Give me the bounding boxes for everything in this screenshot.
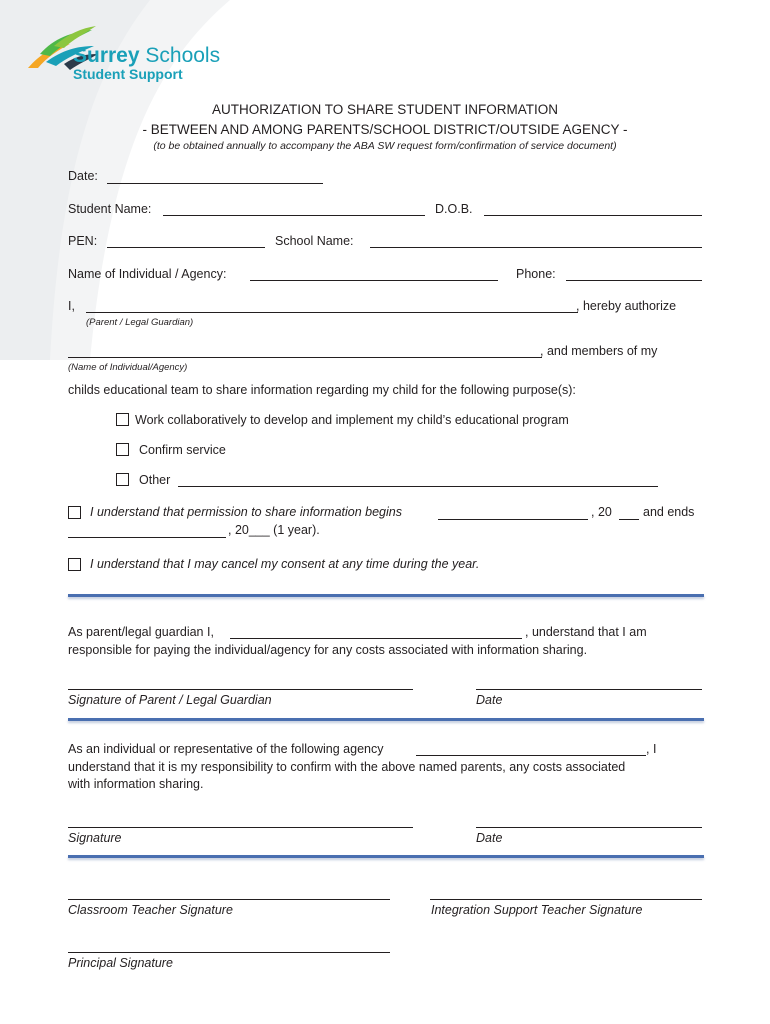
agency-label: Name of Individual / Agency: (68, 267, 227, 281)
begin-year-field[interactable] (619, 519, 639, 520)
classroom-teacher-signature-field[interactable] (68, 899, 390, 900)
guardian-name-field[interactable] (86, 312, 578, 313)
purpose-other-label: Other (139, 473, 171, 487)
agency-field[interactable] (250, 280, 498, 281)
integration-teacher-signature-field[interactable] (430, 899, 702, 900)
date-field[interactable] (107, 183, 323, 184)
principal-signature-field[interactable] (68, 952, 390, 953)
section-divider (68, 718, 704, 721)
logo-wordmark: Surrey Schools (73, 44, 221, 67)
hereby-authorize-text: , hereby authorize (576, 299, 677, 313)
agency-statement-d: with information sharing. (68, 777, 204, 791)
section-divider (68, 594, 704, 597)
guardian-date-field[interactable] (476, 689, 702, 690)
individual-name-field[interactable] (68, 357, 542, 358)
agency-statement-name-field[interactable] (416, 755, 646, 756)
permission-begins-text: I understand that permission to share information begins (90, 505, 402, 519)
purpose-other-checkbox[interactable] (116, 473, 129, 486)
agency-statement-b: , I (646, 742, 657, 756)
guardian-caption: (Parent / Legal Guardian) (86, 317, 194, 328)
permission-period-checkbox[interactable] (68, 506, 81, 519)
form-subtitle: - BETWEEN AND AMONG PARENTS/SCHOOL DISTRICT/OUTSIDE AGENCY - (142, 122, 628, 137)
agency-date-label: Date (476, 831, 503, 845)
pen-field[interactable] (107, 247, 265, 248)
agency-date-field[interactable] (476, 827, 702, 828)
purpose-educational-checkbox[interactable] (116, 413, 129, 426)
phone-label: Phone: (516, 267, 556, 281)
purpose-educational-label: Work collaboratively to develop and implement my child’s educational program (135, 413, 569, 427)
phone-field[interactable] (566, 280, 702, 281)
agency-statement-c: understand that it is my responsibility to confirm with the above named parents, any costs associated (68, 760, 626, 774)
guardian-statement-a: As parent/legal guardian I, (68, 625, 214, 639)
guardian-statement-c: responsible for paying the individual/agency for any costs associated with information sharing. (68, 643, 588, 657)
dob-field[interactable] (484, 215, 702, 216)
principal-signature-label: Principal Signature (68, 956, 173, 970)
section-divider (68, 855, 704, 858)
agency-statement-a: As an individual or representative of the following agency (68, 742, 384, 756)
purpose-confirm-service-label: Confirm service (139, 443, 226, 457)
begin-year-prefix: , 20 (591, 505, 612, 519)
guardian-signature-field[interactable] (68, 689, 413, 690)
date-label: Date: (68, 169, 98, 183)
purpose-other-field[interactable] (178, 486, 658, 487)
guardian-date-label: Date (476, 693, 503, 707)
integration-teacher-signature-label: Integration Support Teacher Signature (431, 903, 643, 917)
purpose-confirm-service-checkbox[interactable] (116, 443, 129, 456)
one-year-text: , 20___ (1 year). (228, 523, 320, 537)
student-name-label: Student Name: (68, 202, 152, 216)
begin-date-field[interactable] (438, 519, 588, 520)
classroom-teacher-signature-label: Classroom Teacher Signature (68, 903, 233, 917)
and-ends-text: and ends (643, 505, 695, 519)
student-name-field[interactable] (163, 215, 425, 216)
cancel-consent-text: I understand that I may cancel my consent at any time during the year. (90, 557, 480, 571)
logo-subtitle: Student Support (73, 66, 183, 82)
school-name-field[interactable] (370, 247, 702, 248)
purpose-text: childs educational team to share information regarding my child for the following purpose(s): (68, 383, 576, 397)
end-date-field[interactable] (68, 537, 226, 538)
pen-label: PEN: (68, 234, 98, 248)
agency-signature-label: Signature (68, 831, 122, 845)
members-text: , and members of my (540, 344, 658, 358)
school-name-label: School Name: (275, 234, 354, 248)
form-note: (to be obtained annually to accompany the ABA SW request form/confirmation of service document) (153, 140, 617, 152)
individual-caption: (Name of Individual/Agency) (68, 362, 188, 373)
guardian-statement-name-field[interactable] (230, 638, 522, 639)
agency-signature-field[interactable] (68, 827, 413, 828)
guardian-signature-label: Signature of Parent / Legal Guardian (68, 693, 272, 707)
guardian-statement-b: , understand that I am (525, 625, 647, 639)
i-label: I, (68, 299, 75, 313)
form-title: AUTHORIZATION TO SHARE STUDENT INFORMATION (211, 102, 559, 117)
dob-label: D.O.B. (435, 202, 473, 216)
cancel-consent-checkbox[interactable] (68, 558, 81, 571)
